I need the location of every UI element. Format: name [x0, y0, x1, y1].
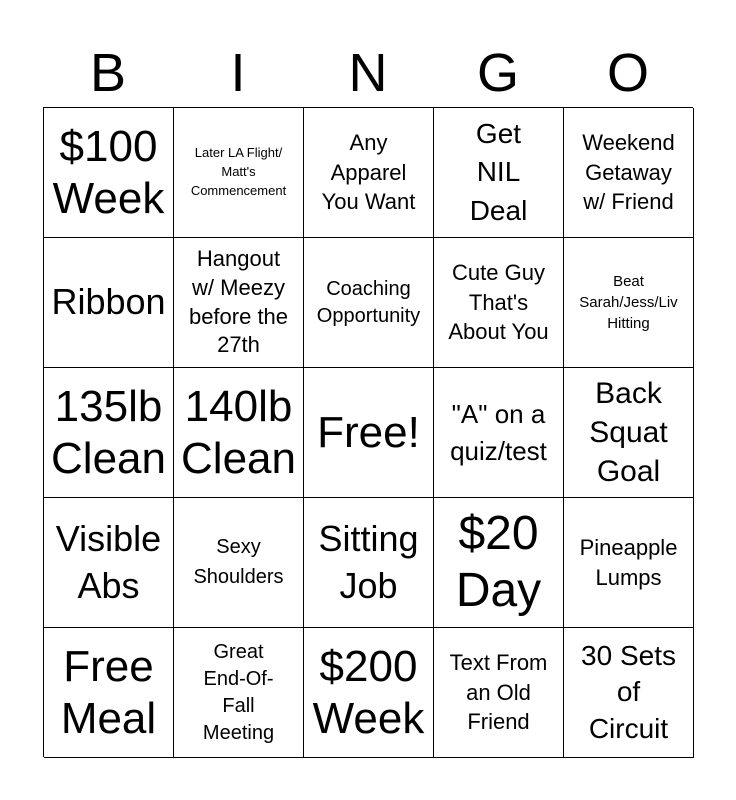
- bingo-cell[interactable]: Weekend Getaway w/ Friend: [564, 108, 694, 238]
- bingo-cell[interactable]: Great End-Of- Fall Meeting: [174, 628, 304, 758]
- bingo-cell[interactable]: Text From an Old Friend: [434, 628, 564, 758]
- bingo-cell[interactable]: Coaching Opportunity: [304, 238, 434, 368]
- free-space[interactable]: Free!: [304, 368, 434, 498]
- bingo-cell[interactable]: Get NIL Deal: [434, 108, 564, 238]
- bingo-cell[interactable]: Sitting Job: [304, 498, 434, 628]
- header-letter-i: I: [230, 43, 246, 103]
- bingo-cell[interactable]: 30 Sets of Circuit: [564, 628, 694, 758]
- bingo-cell[interactable]: Pineapple Lumps: [564, 498, 694, 628]
- header-letter-b: B: [89, 43, 127, 103]
- bingo-cell[interactable]: Visible Abs: [44, 498, 174, 628]
- header-letter-o: O: [606, 43, 649, 103]
- header-letter-g: G: [476, 43, 519, 103]
- bingo-grid: [43, 107, 693, 757]
- bingo-cell[interactable]: $20 Day: [434, 498, 564, 628]
- bingo-cell[interactable]: Cute Guy That's About You: [434, 238, 564, 368]
- bingo-cell[interactable]: Beat Sarah/Jess/Liv Hitting: [564, 238, 694, 368]
- header-letter-n: N: [348, 43, 388, 103]
- bingo-cell[interactable]: $100 Week: [44, 108, 174, 238]
- bingo-cell[interactable]: Back Squat Goal: [564, 368, 694, 498]
- bingo-cell[interactable]: "A" on a quiz/test: [434, 368, 564, 498]
- bingo-cell[interactable]: Sexy Shoulders: [174, 498, 304, 628]
- bingo-cell[interactable]: 135lb Clean: [44, 368, 174, 498]
- bingo-cell[interactable]: 140lb Clean: [174, 368, 304, 498]
- bingo-cell[interactable]: Ribbon: [44, 238, 174, 368]
- bingo-cell[interactable]: Free Meal: [44, 628, 174, 758]
- bingo-header: [43, 40, 693, 106]
- bingo-cell[interactable]: Any Apparel You Want: [304, 108, 434, 238]
- bingo-cell[interactable]: $200 Week: [304, 628, 434, 758]
- bingo-cell[interactable]: Hangout w/ Meezy before the 27th: [174, 238, 304, 368]
- bingo-cell[interactable]: Later LA Flight/ Matt's Commencement: [174, 108, 304, 238]
